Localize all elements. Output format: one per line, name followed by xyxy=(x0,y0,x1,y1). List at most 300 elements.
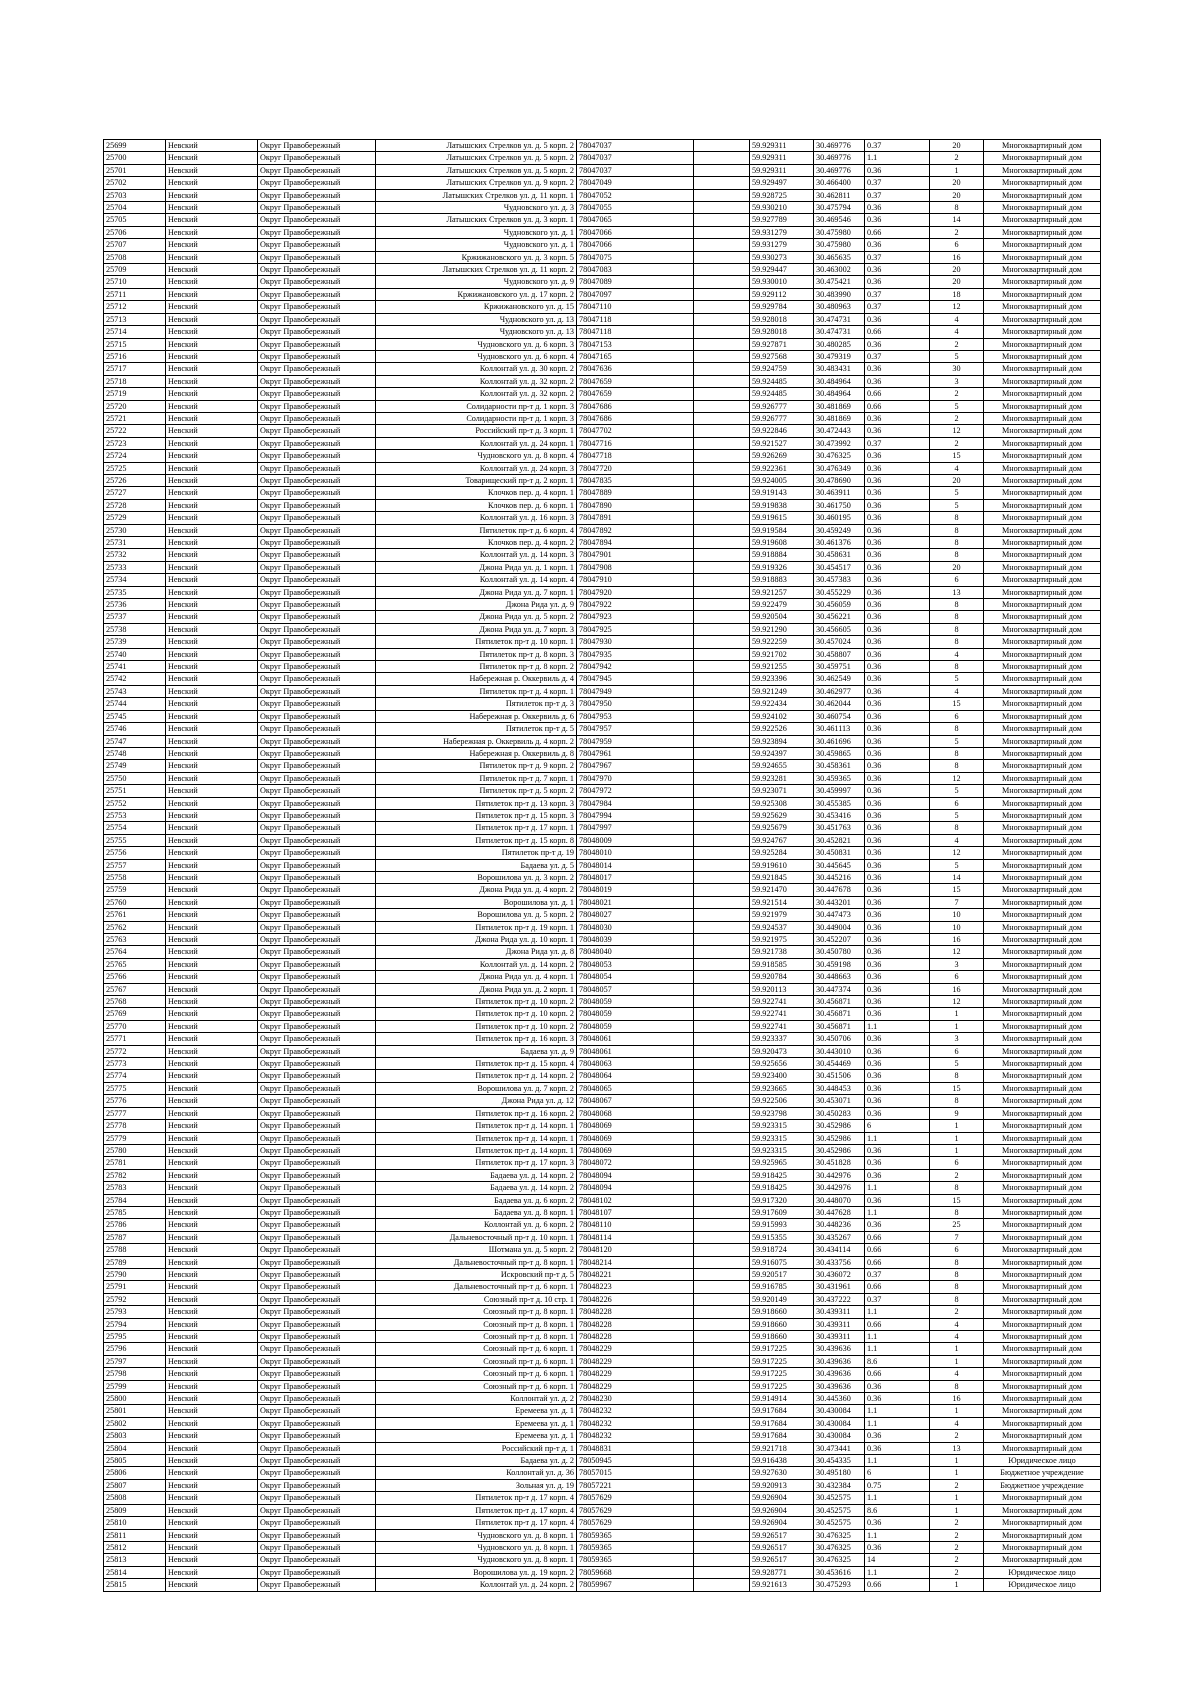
table-row xyxy=(104,1244,1101,1256)
district-cell: Невский xyxy=(166,1070,258,1082)
latitude-cell: 59.916438 xyxy=(750,1455,814,1467)
latitude-cell: 59.922361 xyxy=(750,462,814,474)
okrug-cell: Округ Правобережный xyxy=(258,623,376,635)
district-cell: Невский xyxy=(166,1268,258,1280)
object-type-cell: Многоквартирный дом xyxy=(984,474,1101,486)
okrug-cell: Округ Правобережный xyxy=(258,1058,376,1070)
latitude-cell: 59.930010 xyxy=(750,276,814,288)
table-row xyxy=(104,760,1101,772)
address-cell: Солидарности пр-т д. 1 корп. 3 xyxy=(376,400,577,412)
latitude-cell: 59.924397 xyxy=(750,747,814,759)
count-cell: 16 xyxy=(930,1393,984,1405)
empty-cell xyxy=(694,375,750,387)
coefficient-cell: 0.66 xyxy=(865,1244,930,1256)
table-row xyxy=(104,425,1101,437)
code-cell: 78047037 xyxy=(577,164,694,176)
count-cell: 2 xyxy=(930,1566,984,1578)
code-cell: 78048014 xyxy=(577,859,694,871)
table-row xyxy=(104,1517,1101,1529)
district-cell: Невский xyxy=(166,140,258,152)
count-cell: 16 xyxy=(930,251,984,263)
object-type-cell: Многоквартирный дом xyxy=(984,685,1101,697)
latitude-cell: 59.917320 xyxy=(750,1194,814,1206)
longitude-cell: 30.481869 xyxy=(814,400,865,412)
table-row xyxy=(104,499,1101,511)
district-cell: Невский xyxy=(166,636,258,648)
count-cell: 4 xyxy=(930,648,984,660)
district-cell: Невский xyxy=(166,177,258,189)
district-cell: Невский xyxy=(166,1455,258,1467)
longitude-cell: 30.461113 xyxy=(814,723,865,735)
empty-cell xyxy=(694,1144,750,1156)
empty-cell xyxy=(694,1231,750,1243)
latitude-cell: 59.920113 xyxy=(750,983,814,995)
row-id-cell: 25778 xyxy=(104,1120,166,1132)
table-row xyxy=(104,1393,1101,1405)
row-id-cell: 25749 xyxy=(104,760,166,772)
count-cell: 15 xyxy=(930,884,984,896)
count-cell: 1 xyxy=(930,1579,984,1591)
object-type-cell: Многоквартирный дом xyxy=(984,177,1101,189)
district-cell: Невский xyxy=(166,809,258,821)
district-cell: Невский xyxy=(166,1033,258,1045)
longitude-cell: 30.459997 xyxy=(814,785,865,797)
address-cell: Пятилеток пр-т д. 7 корп. 1 xyxy=(376,772,577,784)
longitude-cell: 30.479319 xyxy=(814,350,865,362)
coefficient-cell: 0.36 xyxy=(865,1008,930,1020)
object-type-cell: Многоквартирный дом xyxy=(984,1033,1101,1045)
count-cell: 6 xyxy=(930,239,984,251)
latitude-cell: 59.920473 xyxy=(750,1045,814,1057)
empty-cell xyxy=(694,1442,750,1454)
count-cell: 18 xyxy=(930,288,984,300)
row-id-cell: 25811 xyxy=(104,1529,166,1541)
row-id-cell: 25781 xyxy=(104,1157,166,1169)
table-row xyxy=(104,1008,1101,1020)
latitude-cell: 59.920504 xyxy=(750,611,814,623)
longitude-cell: 30.469776 xyxy=(814,140,865,152)
count-cell: 3 xyxy=(930,375,984,387)
longitude-cell: 30.460754 xyxy=(814,710,865,722)
table-row xyxy=(104,710,1101,722)
district-cell: Невский xyxy=(166,226,258,238)
code-cell: 78047950 xyxy=(577,698,694,710)
latitude-cell: 59.917225 xyxy=(750,1343,814,1355)
count-cell: 8 xyxy=(930,202,984,214)
latitude-cell: 59.918425 xyxy=(750,1182,814,1194)
code-cell: 78047066 xyxy=(577,226,694,238)
district-cell: Невский xyxy=(166,896,258,908)
district-cell: Невский xyxy=(166,1120,258,1132)
district-cell: Невский xyxy=(166,1430,258,1442)
object-type-cell: Многоквартирный дом xyxy=(984,1529,1101,1541)
coefficient-cell: 0.36 xyxy=(865,363,930,375)
code-cell: 78047923 xyxy=(577,611,694,623)
address-cell: Союзный пр-т д. 6 корп. 1 xyxy=(376,1368,577,1380)
okrug-cell: Округ Правобережный xyxy=(258,785,376,797)
count-cell: 20 xyxy=(930,189,984,201)
code-cell: 78047659 xyxy=(577,375,694,387)
object-type-cell: Юридическое лицо xyxy=(984,1579,1101,1591)
row-id-cell: 25794 xyxy=(104,1318,166,1330)
table-row xyxy=(104,1268,1101,1280)
code-cell: 78047702 xyxy=(577,425,694,437)
district-cell: Невский xyxy=(166,1393,258,1405)
latitude-cell: 59.919584 xyxy=(750,524,814,536)
coefficient-cell: 0.37 xyxy=(865,350,930,362)
longitude-cell: 30.461696 xyxy=(814,735,865,747)
code-cell: 78048094 xyxy=(577,1169,694,1181)
address-cell: Латышских Стрелков ул. д. 5 корп. 2 xyxy=(376,140,577,152)
row-id-cell: 25779 xyxy=(104,1132,166,1144)
code-cell: 78047961 xyxy=(577,747,694,759)
row-id-cell: 25727 xyxy=(104,487,166,499)
empty-cell xyxy=(694,1058,750,1070)
longitude-cell: 30.431961 xyxy=(814,1281,865,1293)
empty-cell xyxy=(694,797,750,809)
table-row xyxy=(104,1479,1101,1491)
district-cell: Невский xyxy=(166,1169,258,1181)
table-row xyxy=(104,785,1101,797)
count-cell: 20 xyxy=(930,177,984,189)
okrug-cell: Округ Правобережный xyxy=(258,152,376,164)
code-cell: 78048010 xyxy=(577,847,694,859)
district-cell: Невский xyxy=(166,1417,258,1429)
address-cell: Ворошилова ул. д. 5 корп. 2 xyxy=(376,909,577,921)
latitude-cell: 59.919143 xyxy=(750,487,814,499)
empty-cell xyxy=(694,1455,750,1467)
count-cell: 8 xyxy=(930,636,984,648)
district-cell: Невский xyxy=(166,425,258,437)
code-cell: 78048228 xyxy=(577,1306,694,1318)
empty-cell xyxy=(694,1157,750,1169)
table-row xyxy=(104,264,1101,276)
latitude-cell: 59.917225 xyxy=(750,1355,814,1367)
row-id-cell: 25783 xyxy=(104,1182,166,1194)
code-cell: 78047686 xyxy=(577,412,694,424)
count-cell: 16 xyxy=(930,983,984,995)
address-cell: Коллонтай ул. д. 2 xyxy=(376,1393,577,1405)
latitude-cell: 59.917684 xyxy=(750,1430,814,1442)
empty-cell xyxy=(694,276,750,288)
latitude-cell: 59.925965 xyxy=(750,1157,814,1169)
okrug-cell: Округ Правобережный xyxy=(258,661,376,673)
coefficient-cell: 0.36 xyxy=(865,549,930,561)
empty-cell xyxy=(694,636,750,648)
object-type-cell: Многоквартирный дом xyxy=(984,375,1101,387)
object-type-cell: Многоквартирный дом xyxy=(984,847,1101,859)
empty-cell xyxy=(694,350,750,362)
coefficient-cell: 1.1 xyxy=(865,1343,930,1355)
row-id-cell: 25738 xyxy=(104,623,166,635)
latitude-cell: 59.927789 xyxy=(750,214,814,226)
data-table xyxy=(103,139,1101,1592)
coefficient-cell: 0.36 xyxy=(865,1219,930,1231)
okrug-cell: Округ Правобережный xyxy=(258,1355,376,1367)
coefficient-cell: 8.6 xyxy=(865,1355,930,1367)
code-cell: 78047894 xyxy=(577,537,694,549)
coefficient-cell: 0.36 xyxy=(865,834,930,846)
table-row xyxy=(104,1541,1101,1553)
table-row xyxy=(104,1219,1101,1231)
count-cell: 12 xyxy=(930,772,984,784)
count-cell: 5 xyxy=(930,859,984,871)
object-type-cell: Юридическое лицо xyxy=(984,1455,1101,1467)
count-cell: 9 xyxy=(930,1107,984,1119)
district-cell: Невский xyxy=(166,462,258,474)
row-id-cell: 25792 xyxy=(104,1293,166,1305)
address-cell: Пятилеток пр-т д. 14 корп. 1 xyxy=(376,1144,577,1156)
district-cell: Невский xyxy=(166,1020,258,1032)
okrug-cell: Округ Правобережный xyxy=(258,202,376,214)
row-id-cell: 25770 xyxy=(104,1020,166,1032)
latitude-cell: 59.915355 xyxy=(750,1231,814,1243)
count-cell: 4 xyxy=(930,313,984,325)
coefficient-cell: 0.66 xyxy=(865,400,930,412)
okrug-cell: Округ Правобережный xyxy=(258,474,376,486)
address-cell: Зольная ул. д. 19 xyxy=(376,1479,577,1491)
row-id-cell: 25785 xyxy=(104,1206,166,1218)
empty-cell xyxy=(694,499,750,511)
row-id-cell: 25756 xyxy=(104,847,166,859)
code-cell: 78048059 xyxy=(577,996,694,1008)
okrug-cell: Округ Правобережный xyxy=(258,1082,376,1094)
code-cell: 78047686 xyxy=(577,400,694,412)
code-cell: 78059365 xyxy=(577,1541,694,1553)
district-cell: Невский xyxy=(166,1293,258,1305)
latitude-cell: 59.924759 xyxy=(750,363,814,375)
code-cell: 78047970 xyxy=(577,772,694,784)
object-type-cell: Многоквартирный дом xyxy=(984,909,1101,921)
code-cell: 78047901 xyxy=(577,549,694,561)
table-row xyxy=(104,1529,1101,1541)
okrug-cell: Округ Правобережный xyxy=(258,561,376,573)
coefficient-cell: 0.36 xyxy=(865,487,930,499)
address-cell: Джона Рида ул. д. 4 корп. 1 xyxy=(376,971,577,983)
district-cell: Невский xyxy=(166,1467,258,1479)
empty-cell xyxy=(694,1256,750,1268)
empty-cell xyxy=(694,673,750,685)
row-id-cell: 25706 xyxy=(104,226,166,238)
okrug-cell: Округ Правобережный xyxy=(258,239,376,251)
latitude-cell: 59.921257 xyxy=(750,586,814,598)
latitude-cell: 59.927630 xyxy=(750,1467,814,1479)
row-id-cell: 25744 xyxy=(104,698,166,710)
address-cell: Ворошилова ул. д. 3 корп. 2 xyxy=(376,871,577,883)
longitude-cell: 30.448236 xyxy=(814,1219,865,1231)
okrug-cell: Округ Правобережный xyxy=(258,1393,376,1405)
okrug-cell: Округ Правобережный xyxy=(258,264,376,276)
object-type-cell: Многоквартирный дом xyxy=(984,140,1101,152)
count-cell: 15 xyxy=(930,450,984,462)
table-row xyxy=(104,350,1101,362)
latitude-cell: 59.918883 xyxy=(750,574,814,586)
address-cell: Бадаева ул. д. 5 xyxy=(376,859,577,871)
count-cell: 14 xyxy=(930,214,984,226)
code-cell: 78047049 xyxy=(577,177,694,189)
table-row xyxy=(104,809,1101,821)
count-cell: 4 xyxy=(930,1368,984,1380)
count-cell: 12 xyxy=(930,847,984,859)
empty-cell xyxy=(694,301,750,313)
empty-cell xyxy=(694,313,750,325)
address-cell: Чудновского ул. д. 8 корп. 4 xyxy=(376,450,577,462)
latitude-cell: 59.921718 xyxy=(750,1442,814,1454)
latitude-cell: 59.926904 xyxy=(750,1504,814,1516)
longitude-cell: 30.475293 xyxy=(814,1579,865,1591)
empty-cell xyxy=(694,1566,750,1578)
coefficient-cell: 0.36 xyxy=(865,1380,930,1392)
object-type-cell: Многоквартирный дом xyxy=(984,1504,1101,1516)
okrug-cell: Округ Правобережный xyxy=(258,611,376,623)
object-type-cell: Многоквартирный дом xyxy=(984,313,1101,325)
table-row xyxy=(104,400,1101,412)
count-cell: 13 xyxy=(930,586,984,598)
okrug-cell: Округ Правобережный xyxy=(258,1517,376,1529)
code-cell: 78048072 xyxy=(577,1157,694,1169)
district-cell: Невский xyxy=(166,1219,258,1231)
row-id-cell: 25813 xyxy=(104,1554,166,1566)
longitude-cell: 30.484964 xyxy=(814,375,865,387)
object-type-cell: Многоквартирный дом xyxy=(984,1343,1101,1355)
address-cell: Чудновского ул. д. 13 xyxy=(376,326,577,338)
address-cell: Пятилеток пр-т д. 5 xyxy=(376,723,577,735)
table-row xyxy=(104,1455,1101,1467)
table-row xyxy=(104,661,1101,673)
code-cell: 78048069 xyxy=(577,1132,694,1144)
longitude-cell: 30.460195 xyxy=(814,512,865,524)
longitude-cell: 30.461750 xyxy=(814,499,865,511)
row-id-cell: 25797 xyxy=(104,1355,166,1367)
row-id-cell: 25718 xyxy=(104,375,166,387)
row-id-cell: 25702 xyxy=(104,177,166,189)
row-id-cell: 25808 xyxy=(104,1492,166,1504)
empty-cell xyxy=(694,586,750,598)
code-cell: 78047037 xyxy=(577,152,694,164)
okrug-cell: Округ Правобережный xyxy=(258,772,376,784)
table-row xyxy=(104,1070,1101,1082)
coefficient-cell: 0.36 xyxy=(865,1070,930,1082)
address-cell: Джона Рида ул. д. 10 корп. 1 xyxy=(376,934,577,946)
code-cell: 78047165 xyxy=(577,350,694,362)
longitude-cell: 30.475421 xyxy=(814,276,865,288)
longitude-cell: 30.452986 xyxy=(814,1120,865,1132)
code-cell: 78048059 xyxy=(577,1020,694,1032)
okrug-cell: Округ Правобережный xyxy=(258,1492,376,1504)
object-type-cell: Многоквартирный дом xyxy=(984,884,1101,896)
count-cell: 8 xyxy=(930,1380,984,1392)
address-cell: Пятилеток пр-т д. 9 корп. 2 xyxy=(376,760,577,772)
longitude-cell: 30.454335 xyxy=(814,1455,865,1467)
latitude-cell: 59.927568 xyxy=(750,350,814,362)
district-cell: Невский xyxy=(166,251,258,263)
latitude-cell: 59.922741 xyxy=(750,1008,814,1020)
object-type-cell: Многоквартирный дом xyxy=(984,599,1101,611)
okrug-cell: Округ Правобережный xyxy=(258,1442,376,1454)
object-type-cell: Многоквартирный дом xyxy=(984,537,1101,549)
empty-cell xyxy=(694,512,750,524)
count-cell: 2 xyxy=(930,1169,984,1181)
okrug-cell: Округ Правобережный xyxy=(258,375,376,387)
okrug-cell: Округ Правобережный xyxy=(258,140,376,152)
longitude-cell: 30.476325 xyxy=(814,1554,865,1566)
table-row xyxy=(104,1504,1101,1516)
count-cell: 8 xyxy=(930,1182,984,1194)
count-cell: 8 xyxy=(930,1095,984,1107)
address-cell: Джона Рида ул. д. 1 корп. 1 xyxy=(376,561,577,573)
code-cell: 78048065 xyxy=(577,1082,694,1094)
count-cell: 2 xyxy=(930,1554,984,1566)
empty-cell xyxy=(694,1331,750,1343)
coefficient-cell: 0.37 xyxy=(865,301,930,313)
object-type-cell: Многоквартирный дом xyxy=(984,772,1101,784)
coefficient-cell: 0.36 xyxy=(865,1442,930,1454)
count-cell: 15 xyxy=(930,698,984,710)
longitude-cell: 30.455385 xyxy=(814,797,865,809)
object-type-cell: Многоквартирный дом xyxy=(984,623,1101,635)
coefficient-cell: 0.36 xyxy=(865,499,930,511)
object-type-cell: Многоквартирный дом xyxy=(984,1219,1101,1231)
okrug-cell: Округ Правобережный xyxy=(258,189,376,201)
district-cell: Невский xyxy=(166,375,258,387)
okrug-cell: Округ Правобережный xyxy=(258,450,376,462)
object-type-cell: Многоквартирный дом xyxy=(984,611,1101,623)
district-cell: Невский xyxy=(166,400,258,412)
code-cell: 78047037 xyxy=(577,140,694,152)
address-cell: Чудновского ул. д. 8 корп. 1 xyxy=(376,1529,577,1541)
coefficient-cell: 14 xyxy=(865,1554,930,1566)
empty-cell xyxy=(694,474,750,486)
object-type-cell: Многоквартирный дом xyxy=(984,1517,1101,1529)
okrug-cell: Округ Правобережный xyxy=(258,1293,376,1305)
table-row xyxy=(104,636,1101,648)
district-cell: Невский xyxy=(166,537,258,549)
code-cell: 78059365 xyxy=(577,1554,694,1566)
code-cell: 78048229 xyxy=(577,1380,694,1392)
longitude-cell: 30.459365 xyxy=(814,772,865,784)
count-cell: 4 xyxy=(930,462,984,474)
coefficient-cell: 0.36 xyxy=(865,772,930,784)
okrug-cell: Округ Правобережный xyxy=(258,524,376,536)
empty-cell xyxy=(694,1504,750,1516)
code-cell: 78047945 xyxy=(577,673,694,685)
object-type-cell: Многоквартирный дом xyxy=(984,834,1101,846)
empty-cell xyxy=(694,1517,750,1529)
count-cell: 8 xyxy=(930,1256,984,1268)
longitude-cell: 30.483431 xyxy=(814,363,865,375)
coefficient-cell: 0.66 xyxy=(865,1256,930,1268)
table-row xyxy=(104,847,1101,859)
empty-cell xyxy=(694,946,750,958)
object-type-cell: Многоквартирный дом xyxy=(984,400,1101,412)
latitude-cell: 59.931279 xyxy=(750,226,814,238)
code-cell: 78048226 xyxy=(577,1293,694,1305)
district-cell: Невский xyxy=(166,388,258,400)
object-type-cell: Многоквартирный дом xyxy=(984,425,1101,437)
latitude-cell: 59.925656 xyxy=(750,1058,814,1070)
code-cell: 78047097 xyxy=(577,288,694,300)
count-cell: 8 xyxy=(930,623,984,635)
longitude-cell: 30.445645 xyxy=(814,859,865,871)
latitude-cell: 59.921290 xyxy=(750,623,814,635)
coefficient-cell: 0.37 xyxy=(865,1293,930,1305)
coefficient-cell: 0.66 xyxy=(865,1579,930,1591)
longitude-cell: 30.480285 xyxy=(814,338,865,350)
empty-cell xyxy=(694,996,750,1008)
latitude-cell: 59.921249 xyxy=(750,685,814,697)
count-cell: 1 xyxy=(930,1144,984,1156)
code-cell: 78047718 xyxy=(577,450,694,462)
